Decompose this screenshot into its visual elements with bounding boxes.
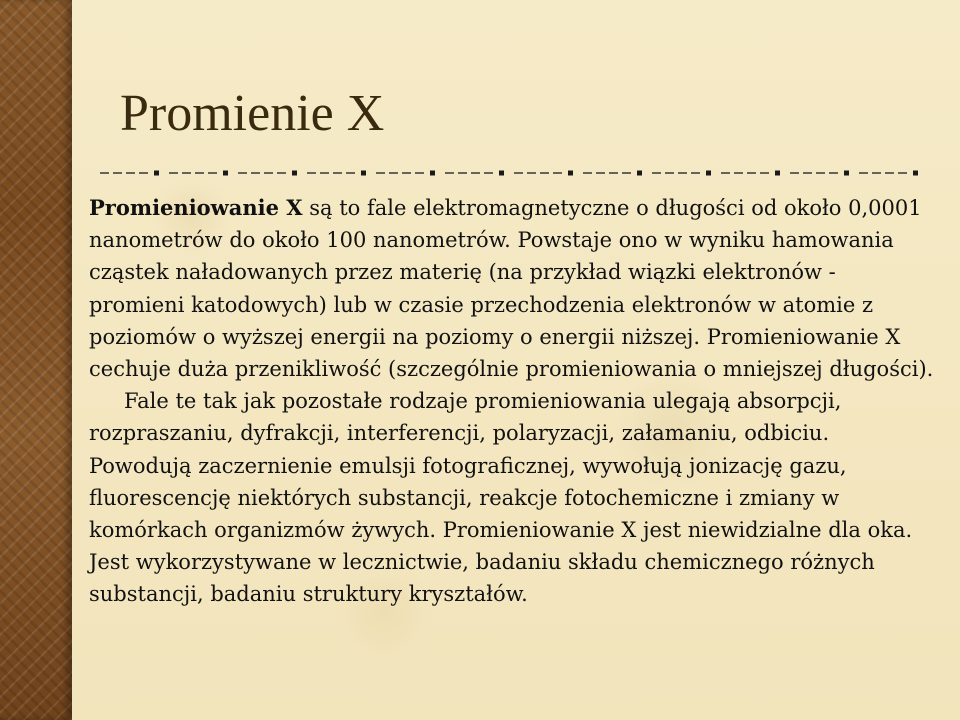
defined-term: Promieniowanie X	[89, 195, 303, 220]
paragraph-1-text: są to fale elektromagnetyczne o długości od około 0,0001 nanometrów do około 100 nanometrów. Powstaje ono w wyniku hamowania cząstek naładowanych przez materię (na przykład wiązki elektronów - promieni katodowych) lub w czasie przechodzenia elektronów w atomie z poziomów o wyższej energii na poziomy o energii niższej. Promieniowanie X cechuje duża przenikliwość (szczególnie promieniowania o mniejszej długości).	[89, 196, 934, 382]
dashed-divider	[100, 170, 930, 176]
paragraph-2: Fale te tak jak pozostałe rodzaje promieniowania ulegają absorpcji, rozpraszaniu, dyfrakcji, interferencji, polaryzacji, załamaniu, odbiciu. Powodują zaczernienie emulsji fotograficznej, wywołują jonizację gazu, fluorescencję niektórych substancji, reakcje fotochemiczne i zmiany w komórkach organizmów żywych. Promieniowanie X jest niewidzialne dla oka. Jest wykorzystywane w lecznictwie, badaniu składu chemicznego różnych substancji, badaniu struktury kryształów.	[89, 389, 913, 607]
paragraph-1	[89, 192, 935, 385]
decorative-left-border	[0, 0, 72, 720]
slide-body	[89, 192, 935, 611]
slide-title: Promienie X	[120, 85, 385, 142]
